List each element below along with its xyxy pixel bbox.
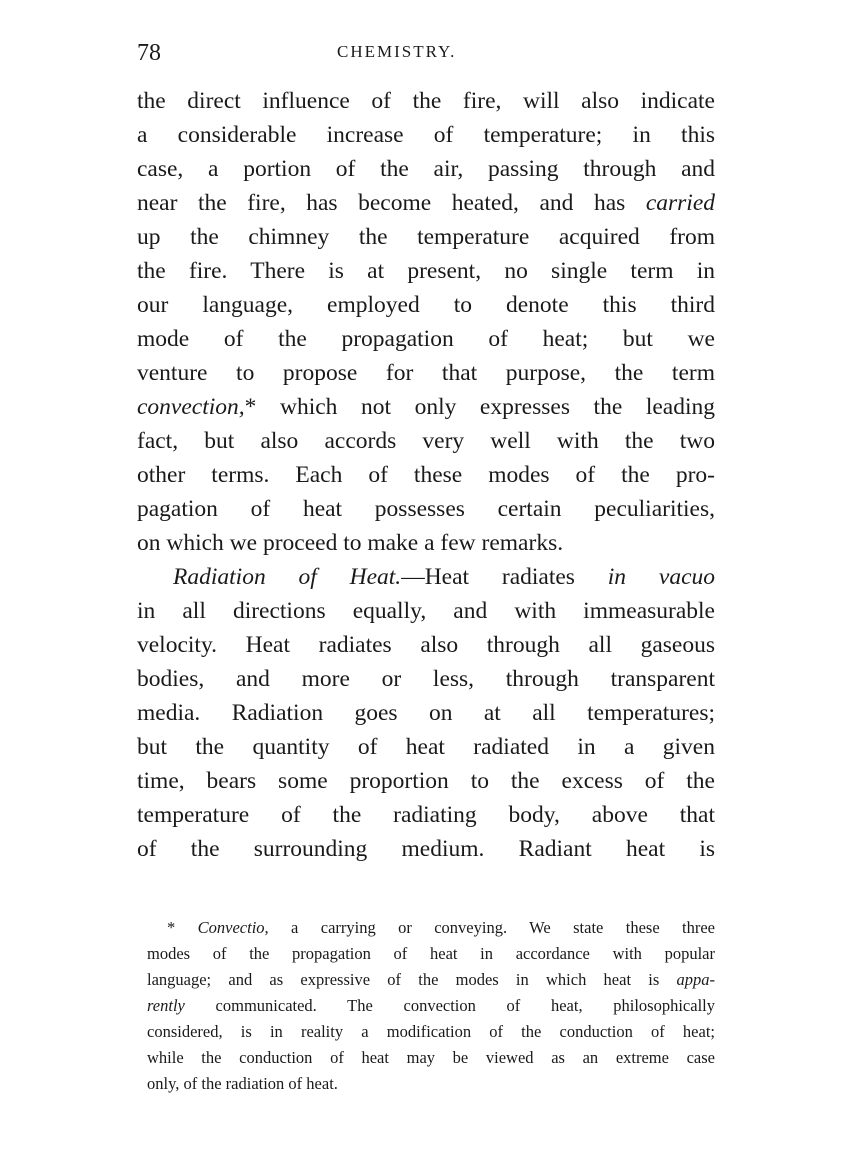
text-line: a considerable increase of temperature; in this (137, 122, 715, 148)
footnote-line: only, of the radiation of heat. (147, 1074, 338, 1093)
text-line: pagation of heat possesses certain peculiarities, (137, 496, 715, 522)
page-header (137, 40, 717, 76)
italic-term: convection, (137, 394, 245, 420)
text-line: near the fire, has become heated, and has carried (137, 190, 715, 216)
text-line: time, bears some proportion to the excess of the (137, 768, 715, 794)
text-line: of the surrounding medium. Radiant heat is (137, 836, 715, 862)
text-line: venture to propose for that purpose, the term (137, 360, 715, 386)
text-line: case, a portion of the air, passing through and (137, 156, 715, 182)
footnote-line: considered, is in reality a modification of the conduction of heat; (147, 1022, 715, 1041)
footnote-line: language; and as expressive of the modes in which heat is appa- (147, 970, 715, 989)
text-line: on which we proceed to make a few remarks. (137, 530, 564, 556)
footnote-line: rently communicated. The convection of heat, philosophically (147, 996, 715, 1015)
italic-term: Convectio, (197, 918, 269, 937)
text-line: mode of the propagation of heat; but we (137, 326, 715, 352)
text-line: up the chimney the temperature acquired from (137, 224, 715, 250)
running-head: CHEMISTRY. (337, 42, 457, 61)
text-line: velocity. Heat radiates also through all gaseous (137, 632, 715, 658)
footnote (147, 915, 715, 1097)
text-line: the direct influence of the fire, will also indicate (137, 88, 715, 114)
page-number: 78 (137, 40, 161, 66)
text-line: but the quantity of heat radiated in a given (137, 734, 715, 760)
footnote-line: modes of the propagation of heat in accordance with popular (147, 944, 715, 963)
italic-term: carried (645, 190, 715, 216)
footnote-line: while the conduction of heat may be viewed as an extreme case (147, 1048, 715, 1067)
italic-term: in vacuo (607, 564, 715, 590)
body-text (137, 84, 715, 866)
text-line: bodies, and more or less, through transparent (137, 666, 715, 692)
text-line: the fire. There is at present, no single term in (137, 258, 715, 284)
section-heading: Radiation of Heat. (173, 564, 402, 590)
text-line: fact, but also accords very well with the two (137, 428, 715, 454)
text-line: temperature of the radiating body, above that (137, 802, 715, 828)
text-line: in all directions equally, and with immeasurable (137, 598, 715, 624)
section-heading-line: Radiation of Heat.—Heat radiates in vacuo (173, 564, 715, 590)
italic-term: rently (147, 996, 185, 1015)
italic-term: appa- (676, 970, 715, 989)
footnote-line: * Convectio, a carrying or conveying. We state these three (167, 918, 716, 937)
text-line: other terms. Each of these modes of the pro- (137, 462, 715, 488)
text-line: our language, employed to denote this third (137, 292, 715, 318)
text-line: media. Radiation goes on at all temperatures; (137, 700, 715, 726)
text-line: convection,* which not only expresses the leading (137, 394, 715, 420)
